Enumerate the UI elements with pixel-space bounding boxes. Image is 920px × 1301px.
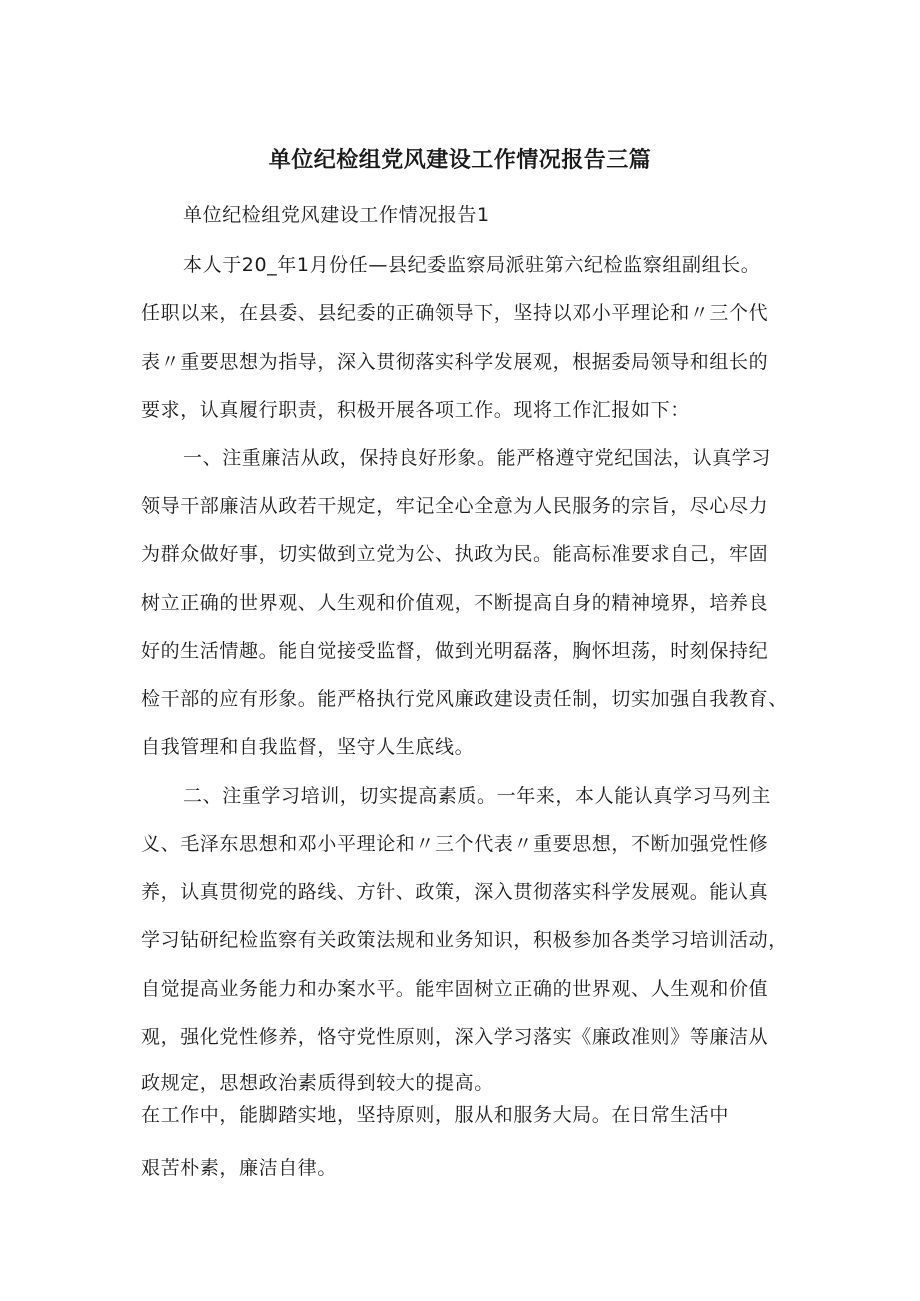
- paragraph-line: 一、注重廉洁从政，保持良好形象。能严格遵守党纪国法，认真学习: [183, 447, 772, 469]
- paragraph-line: 本人于20_年1月份任—县纪委监察局派驻第六纪检监察组副组长。: [183, 254, 761, 276]
- paragraph-line: 观，强化党性修养，恪守党性原则，深入学习落实《廉政准则》等廉洁从: [141, 1026, 769, 1048]
- paragraph-line: 在工作中，能脚踏实地，坚持原则，服从和服务大局。在日常生活中: [141, 1104, 730, 1126]
- paragraph-line: 学习钻研纪检监察有关政策法规和业务知识，积极参加各类学习培训活动，: [141, 929, 788, 951]
- paragraph-line: 为群众做好事，切实做到立党为公、执政为民。能高标准要求自己，牢固: [141, 543, 769, 565]
- paragraph-line: 任职以来，在县委、县纪委的正确领导下，坚持以邓小平理论和〃三个代: [141, 302, 769, 324]
- paragraph-line: 政规定，思想政治素质得到较大的提高。: [141, 1072, 494, 1094]
- paragraph-line: 义、毛泽东思想和邓小平理论和〃三个代表〃重要思想，不断加强党性修: [141, 833, 769, 855]
- paragraph-line: 自觉提高业务能力和办案水平。能牢固树立正确的世界观、人生观和价值: [141, 978, 769, 1000]
- paragraph-line: 检干部的应有形象。能严格执行党风廉政建设责任制，切实加强自我教育、: [141, 688, 788, 710]
- paragraph-line: 领导干部廉洁从政若干规定，牢记全心全意为人民服务的宗旨，尽心尽力: [141, 495, 769, 517]
- paragraph-line: 树立正确的世界观、人生观和价值观，不断提高自身的精神境界，培养良: [141, 592, 769, 614]
- paragraph-line: 养，认真贯彻党的路线、方针、政策，深入贯彻落实科学发展观。能认真: [141, 881, 769, 903]
- section-heading: 单位纪检组党风建设工作情况报告1: [183, 204, 490, 226]
- paragraph-line: 自我管理和自我监督，坚守人生底线。: [141, 736, 475, 758]
- paragraph-line: 二、注重学习培训，切实提高素质。一年来，本人能认真学习马列主: [183, 785, 772, 807]
- paragraph-line: 表〃重要思想为指导，深入贯彻落实科学发展观，根据委局领导和组长的: [141, 351, 769, 373]
- paragraph-line: 艰苦朴素，廉洁自律。: [141, 1157, 338, 1179]
- paragraph-line: 要求，认真履行职责，积极开展各项工作。现将工作汇报如下：: [141, 399, 690, 421]
- paragraph-line: 好的生活情趣。能自觉接受监督，做到光明磊落，胸怀坦荡，时刻保持纪: [141, 640, 769, 662]
- document-title: 单位纪检组党风建设工作情况报告三篇: [268, 148, 652, 173]
